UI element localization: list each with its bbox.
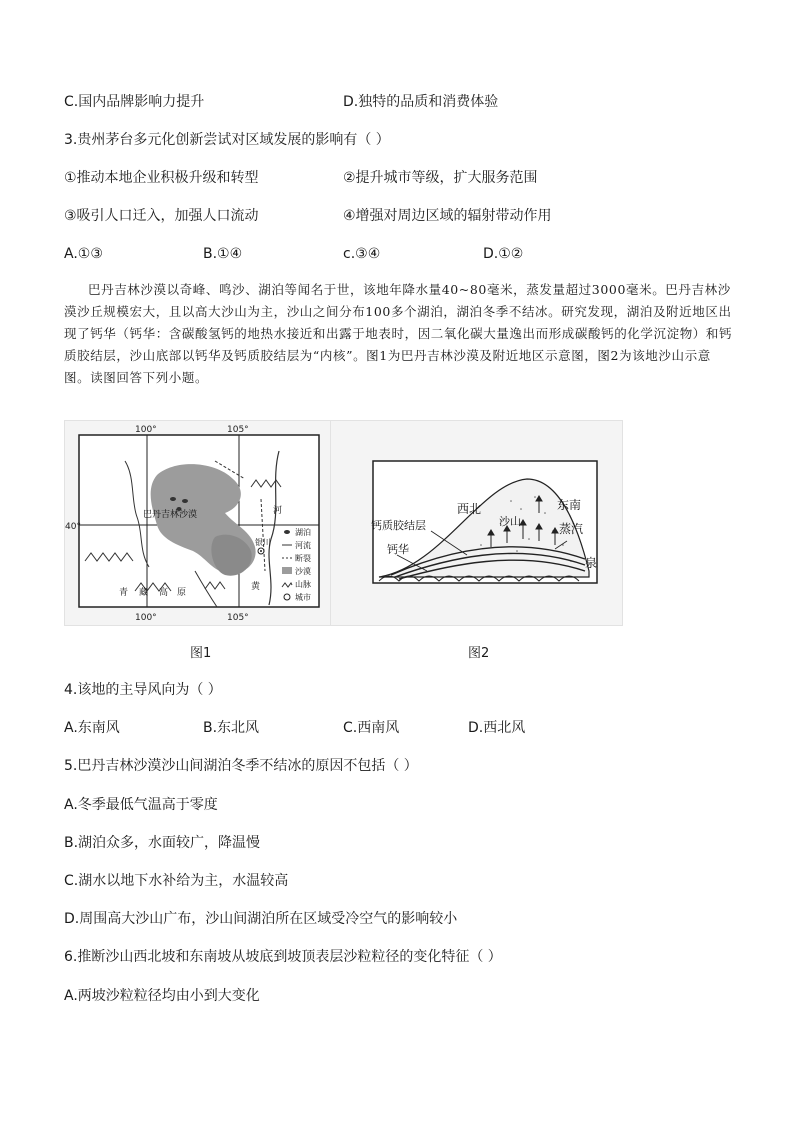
- label-lon-100-bottom: 100°: [135, 613, 157, 623]
- legend-city: 城市: [295, 593, 311, 602]
- q4-stem: 4.该地的主导风向为（ ）: [64, 682, 222, 698]
- legend-desert: 沙漠: [295, 567, 311, 576]
- q5-option-c: C.湖水以地下水补给为主，水温较高: [64, 873, 289, 889]
- q3-item-4: ④增强对周边区域的辐射带动作用: [343, 208, 552, 224]
- q6-stem: 6.推断沙山西北坡和东南坡从坡底到坡顶表层沙粒粒径的变化特征（ ）: [64, 949, 502, 965]
- label-city-yinchuan: 银川: [255, 538, 271, 547]
- figure-2-profile: [330, 420, 623, 626]
- label-plateau-2: 藏: [139, 588, 149, 598]
- q5-stem: 5.巴丹吉林沙漠沙山间湖泊冬季不结冰的原因不包括（ ）: [64, 758, 418, 774]
- label-river-huang: 黄: [251, 582, 261, 592]
- legend-mountain: 山脉: [295, 580, 311, 589]
- label-calcareous-layer: 钙质胶结层: [371, 519, 426, 532]
- passage-text: 巴丹吉林沙漠以奇峰、鸣沙、湖泊等闻名于世，该地年降水量40~80毫米，蒸发量超过3000毫米。巴丹吉林沙漠沙丘规模宏大，且以高大沙山为主，沙山之间分布100多个湖泊，湖泊冬季不结冰。研究发现，湖泊及附近地区出现了钙华（钙华：含碳酸氢钙的地热水接近和出露于地表时，因二氧化碳大量逸出而形成碳酸钙的化学沉淀物）和钙质胶结层，沙山底部以钙华及钙质胶结层为“内核”。图1为巴丹吉林沙漠及附近地区示意图，图2为该地沙山示意图。读图回答下列小题。: [64, 282, 733, 385]
- lake: [182, 499, 188, 503]
- label-northwest: 西北: [457, 502, 482, 516]
- label-spring: 泉: [585, 556, 598, 570]
- q2-option-c: C.国内品牌影响力提升: [64, 94, 205, 110]
- q4-option-b: B.东北风: [203, 720, 260, 736]
- q3-option-b: B.①④: [203, 246, 243, 262]
- q4-option-c: C.西南风: [343, 720, 400, 736]
- q2-option-d: D.独特的品质和消费体验: [343, 94, 499, 110]
- label-river-he: 河: [273, 506, 283, 516]
- label-lon-100-top: 100°: [135, 425, 157, 435]
- passage: [64, 279, 736, 389]
- label-plateau-1: 青: [119, 588, 129, 598]
- city-dot: [260, 550, 262, 552]
- label-lat-40: 40°: [65, 522, 81, 532]
- q3-stem: 3.贵州茅台多元化创新尝试对区域发展的影响有（ ）: [64, 132, 390, 148]
- figure-2-caption: 图2: [468, 646, 490, 661]
- q3-item-3: ③吸引人口迁入，加强人口流动: [64, 208, 259, 224]
- legend-lake: 湖泊: [295, 528, 311, 537]
- label-sand-mountain: 沙山: [499, 515, 521, 528]
- label-steam: 蒸汽: [559, 522, 584, 536]
- q5-option-b: B.湖泊众多，水面较广，降温慢: [64, 835, 261, 851]
- legend-fault: 断裂: [295, 554, 311, 563]
- label-lon-105-bottom: 105°: [227, 613, 249, 623]
- profile-svg: [331, 421, 622, 625]
- legend-desert-icon: [282, 567, 292, 574]
- label-travertine: 钙华: [387, 543, 409, 556]
- q3-option-c: c.③④: [343, 246, 381, 262]
- label-desert-name: 巴丹吉林沙漠: [143, 510, 198, 520]
- legend-lake-icon: [284, 530, 290, 534]
- label-plateau-3: 高: [159, 588, 169, 598]
- label-plateau-4: 原: [177, 588, 187, 598]
- q5-option-d: D.周围高大沙山广布，沙山间湖泊所在区域受冷空气的影响较小: [64, 911, 458, 927]
- map-svg: [65, 421, 331, 625]
- q3-item-2: ②提升城市等级，扩大服务范围: [343, 170, 538, 186]
- figure-1-caption: 图1: [190, 646, 212, 661]
- q3-item-1: ①推动本地企业积极升级和转型: [64, 170, 259, 186]
- q5-option-a: A.冬季最低气温高于零度: [64, 797, 218, 813]
- label-southeast: 东南: [557, 498, 582, 512]
- q4-option-a: A.东南风: [64, 720, 120, 736]
- q3-option-d: D.①②: [483, 246, 524, 262]
- figure-1-map: [64, 420, 332, 626]
- lake: [170, 497, 176, 501]
- q3-option-a: A.①③: [64, 246, 103, 262]
- label-lon-105-top: 105°: [227, 425, 249, 435]
- legend-river: 河流: [295, 541, 311, 550]
- q4-option-d: D.西北风: [468, 720, 526, 736]
- q6-option-a: A.两坡沙粒粒径均由小到大变化: [64, 988, 260, 1004]
